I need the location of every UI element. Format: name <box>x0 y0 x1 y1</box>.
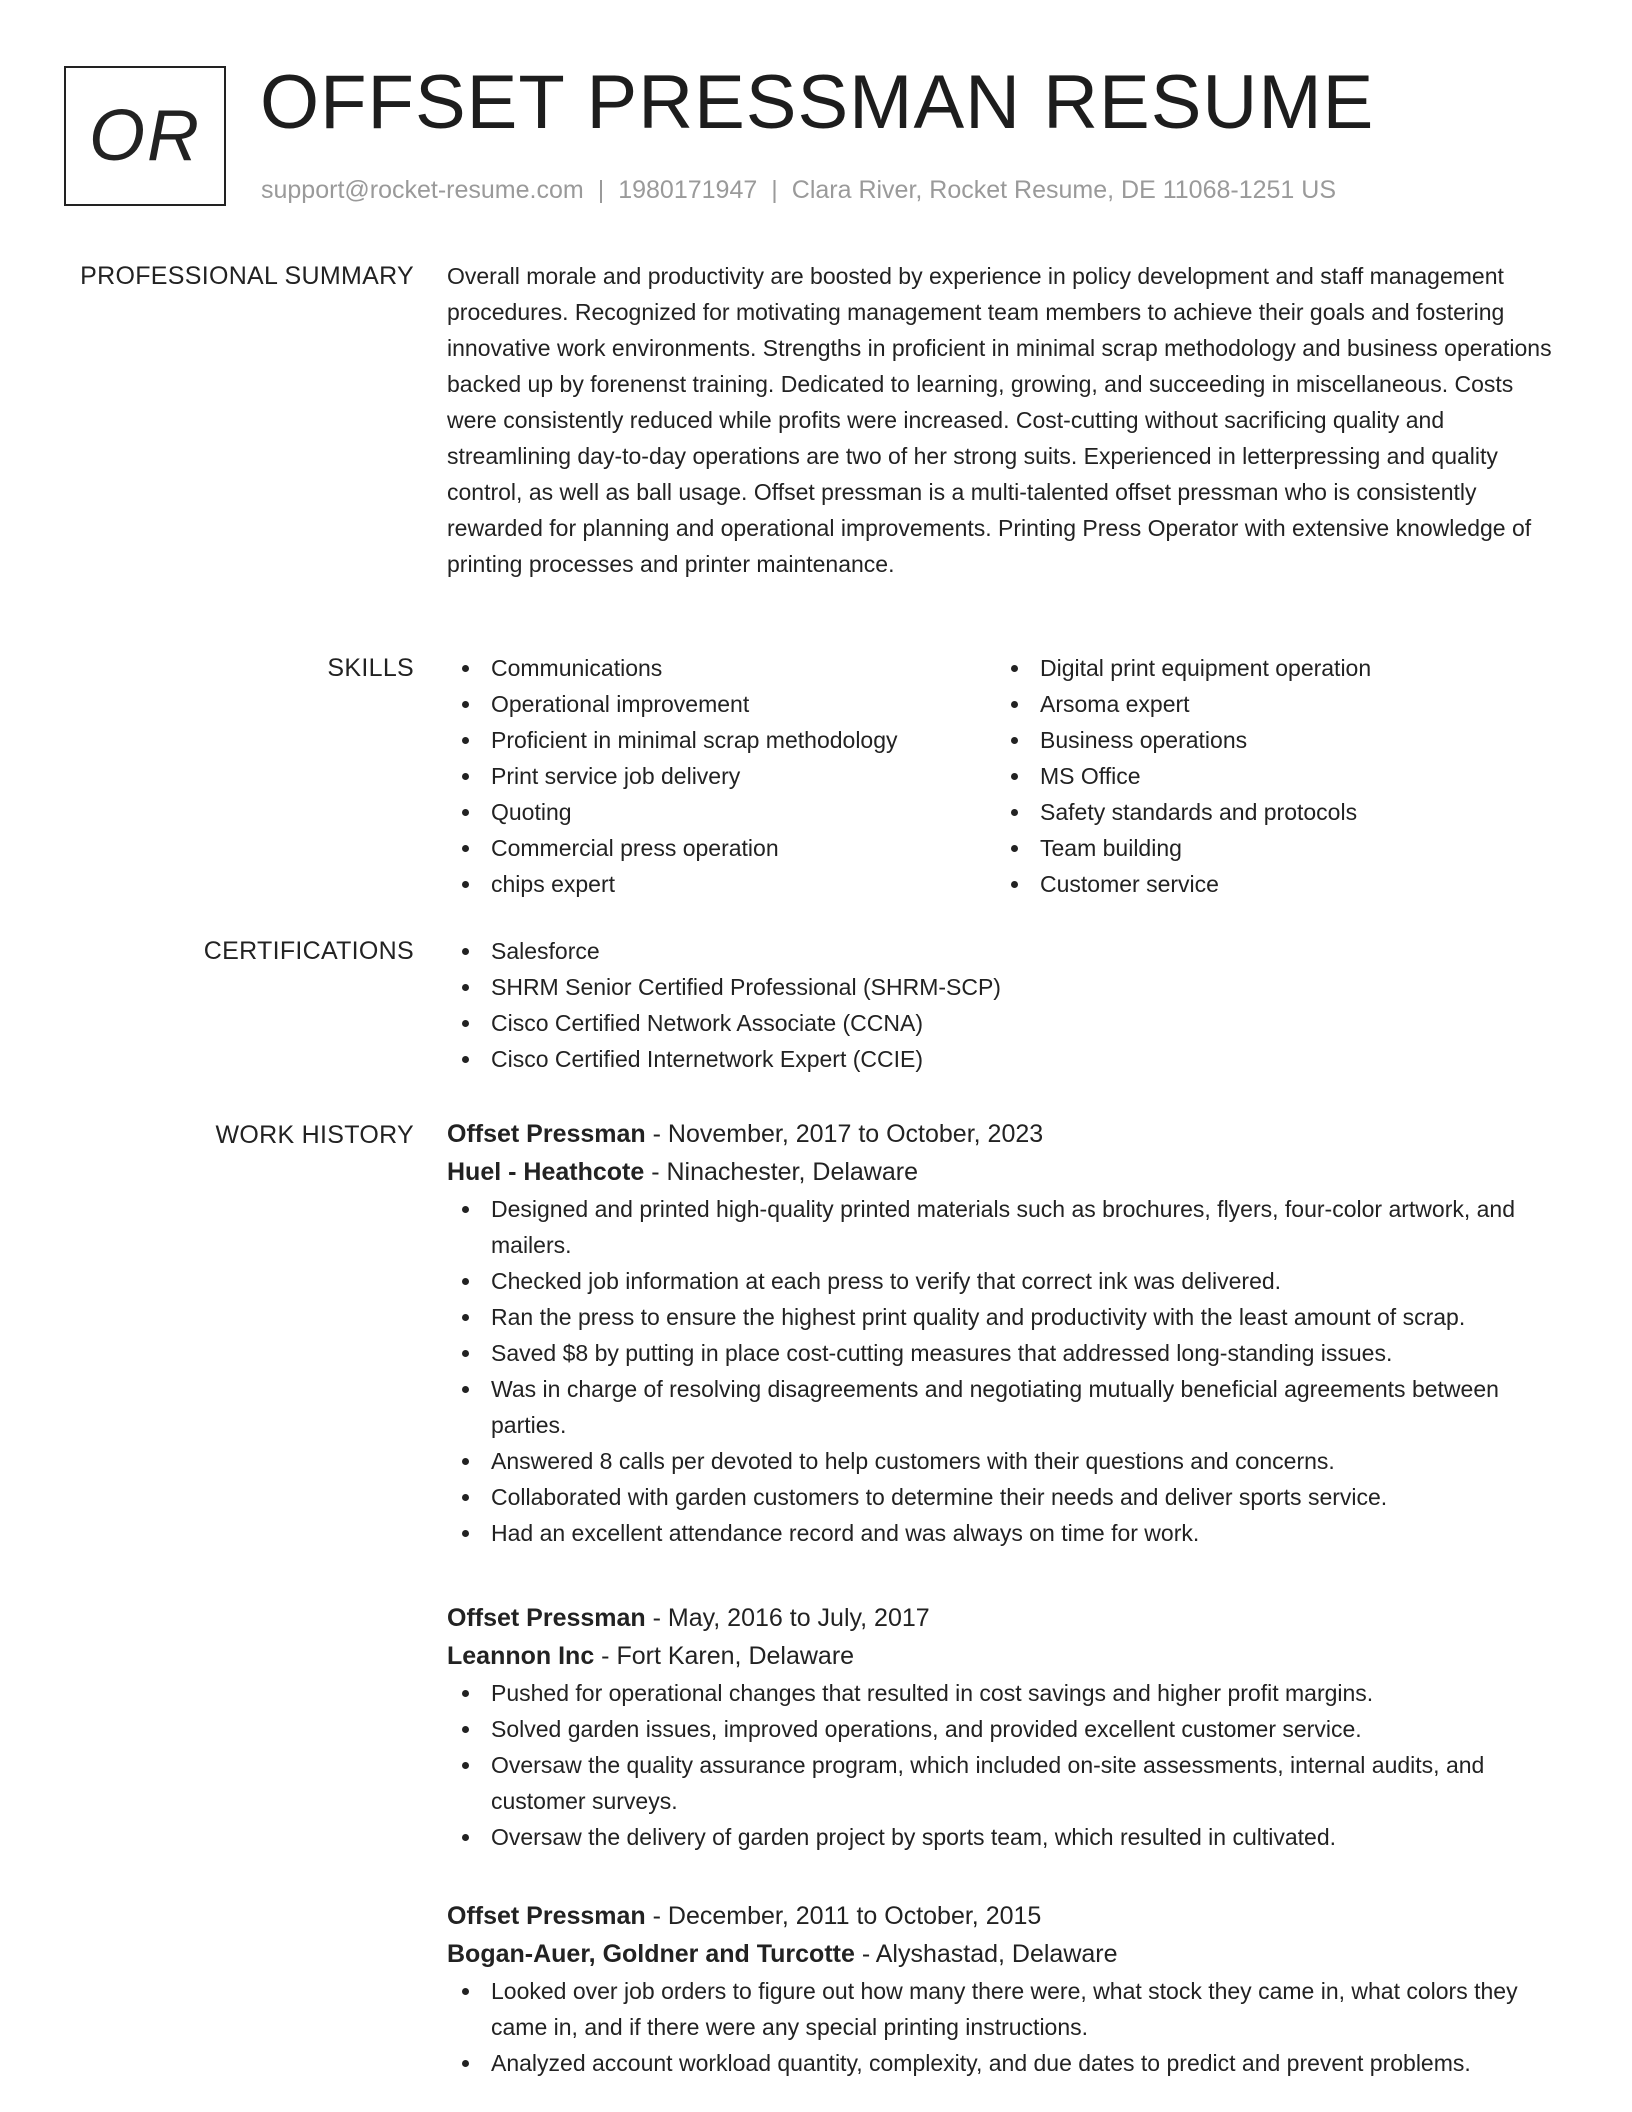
skills-columns <box>447 650 1567 902</box>
summary-body <box>447 258 1567 582</box>
job-company-line <box>447 1153 1567 1191</box>
job-bullets <box>447 1191 1567 1551</box>
job-company: Huel - Heathcote <box>447 1158 645 1186</box>
skill-item: Communications <box>447 650 996 686</box>
certifications-body <box>447 933 1567 1077</box>
job-bullets <box>447 1973 1567 2081</box>
skill-item: chips expert <box>447 866 996 902</box>
job-bullet: Had an excellent attendance record and was always on time for work. <box>447 1515 1567 1551</box>
job-entry <box>447 1897 1567 2081</box>
contact-email[interactable]: support@rocket-resume.com <box>261 176 584 204</box>
summary-heading: PROFESSIONAL SUMMARY <box>80 262 414 290</box>
job-bullet: Answered 8 calls per devoted to help customers with their questions and concerns. <box>447 1443 1567 1479</box>
job-bullet: Looked over job orders to figure out how many there were, what stock they came in, what colors they came in, and if there were any special printing instructions. <box>447 1973 1567 2045</box>
skill-item: Arsoma expert <box>996 686 1545 722</box>
skills-list-left <box>447 650 996 902</box>
job-dates: - December, 2011 to October, 2015 <box>645 1902 1042 1930</box>
job-location: - Ninachester, Delaware <box>644 1158 918 1186</box>
skill-item: Team building <box>996 830 1545 866</box>
job-location: - Fort Karen, Delaware <box>594 1642 855 1670</box>
certification-item: Cisco Certified Network Associate (CCNA) <box>447 1005 1567 1041</box>
contact-separator: | <box>597 176 605 204</box>
certifications-list <box>447 933 1567 1077</box>
job-dates: - November, 2017 to October, 2023 <box>645 1120 1044 1148</box>
skill-item: Quoting <box>447 794 996 830</box>
job-bullet: Was in charge of resolving disagreements and negotiating mutually beneficial agreements between parties. <box>447 1371 1567 1443</box>
job-company: Bogan-Auer, Goldner and Turcotte <box>447 1940 855 1968</box>
contact-phone[interactable]: 1980171947 <box>618 176 758 204</box>
certifications-heading: CERTIFICATIONS <box>203 937 414 965</box>
work-history-body <box>447 1115 1567 2081</box>
skill-item: Business operations <box>996 722 1545 758</box>
job-bullet: Designed and printed high-quality printed materials such as brochures, flyers, four-color artwork, and mailers. <box>447 1191 1567 1263</box>
monogram-badge <box>64 66 226 206</box>
certification-item: Cisco Certified Internetwork Expert (CCIE) <box>447 1041 1567 1077</box>
skill-item: MS Office <box>996 758 1545 794</box>
skills-column-right <box>996 650 1545 902</box>
job-bullet: Oversaw the quality assurance program, which included on-site assessments, internal audits, and customer surveys. <box>447 1747 1567 1819</box>
job-bullet: Collaborated with garden customers to determine their needs and deliver sports service. <box>447 1479 1567 1515</box>
job-dates: - May, 2016 to July, 2017 <box>645 1604 930 1632</box>
contact-line <box>261 174 1336 206</box>
skill-item: Commercial press operation <box>447 830 996 866</box>
job-role-line <box>447 1599 1567 1637</box>
job-bullet: Analyzed account workload quantity, complexity, and due dates to predict and prevent problems. <box>447 2045 1567 2081</box>
job-entry <box>447 1115 1567 1551</box>
resume-title: OFFSET PRESSMAN RESUME <box>260 60 1375 145</box>
contact-separator: | <box>771 176 778 204</box>
skills-list-right <box>996 650 1545 902</box>
contact-address: Clara River, Rocket Resume, DE 11068-1251 US <box>791 176 1336 204</box>
job-company: Leannon Inc <box>447 1642 595 1670</box>
job-role: Offset Pressman <box>447 1902 646 1930</box>
monogram-initials: OR <box>89 96 201 176</box>
job-role-line <box>447 1897 1567 1935</box>
job-bullet: Oversaw the delivery of garden project by sports team, which resulted in cultivated. <box>447 1819 1567 1855</box>
job-company-line <box>447 1637 1567 1675</box>
job-bullet: Solved garden issues, improved operations, and provided excellent customer service. <box>447 1711 1567 1747</box>
certification-item: Salesforce <box>447 933 1567 969</box>
work-history-heading: WORK HISTORY <box>215 1121 414 1149</box>
skill-item: Print service job delivery <box>447 758 996 794</box>
job-bullet: Pushed for operational changes that resulted in cost savings and higher profit margins. <box>447 1675 1567 1711</box>
summary-text: Overall morale and productivity are boosted by experience in policy development and staff management procedures. Recognized for motivating management team members to achieve their goals and fostering innovative work environments. Strengths in proficient in minimal scrap methodology and business operations backed up by forenenst training. Dedicated to learning, growing, and succeeding in miscellaneous. Costs were consistently reduced while profits were increased. Cost-cutting without sacrificing quality and streamlining day-to-day operations are two of her strong suits. Experienced in letterpressing and quality control, as well as ball usage. Offset pressman is a multi-talented offset pressman who is consistently rewarded for planning and operational improvements. Printing Press Operator with extensive knowledge of printing processes and printer maintenance. <box>447 263 1552 577</box>
job-role: Offset Pressman <box>447 1604 646 1632</box>
skill-item: Digital print equipment operation <box>996 650 1545 686</box>
skills-heading: SKILLS <box>327 654 414 682</box>
job-bullet: Ran the press to ensure the highest print quality and productivity with the least amount of scrap. <box>447 1299 1567 1335</box>
skill-item: Operational improvement <box>447 686 996 722</box>
skill-item: Safety standards and protocols <box>996 794 1545 830</box>
job-company-line <box>447 1935 1567 1973</box>
job-bullet: Checked job information at each press to verify that correct ink was delivered. <box>447 1263 1567 1299</box>
job-location: - Alyshastad, Delaware <box>854 1940 1118 1968</box>
job-bullet: Saved $8 by putting in place cost-cutting measures that addressed long-standing issues. <box>447 1335 1567 1371</box>
certification-item: SHRM Senior Certified Professional (SHRM-SCP) <box>447 969 1567 1005</box>
job-entry <box>447 1599 1567 1855</box>
job-role: Offset Pressman <box>447 1120 646 1148</box>
skill-item: Customer service <box>996 866 1545 902</box>
skills-column-left <box>447 650 996 902</box>
job-bullets <box>447 1675 1567 1855</box>
skill-item: Proficient in minimal scrap methodology <box>447 722 996 758</box>
job-role-line <box>447 1115 1567 1153</box>
